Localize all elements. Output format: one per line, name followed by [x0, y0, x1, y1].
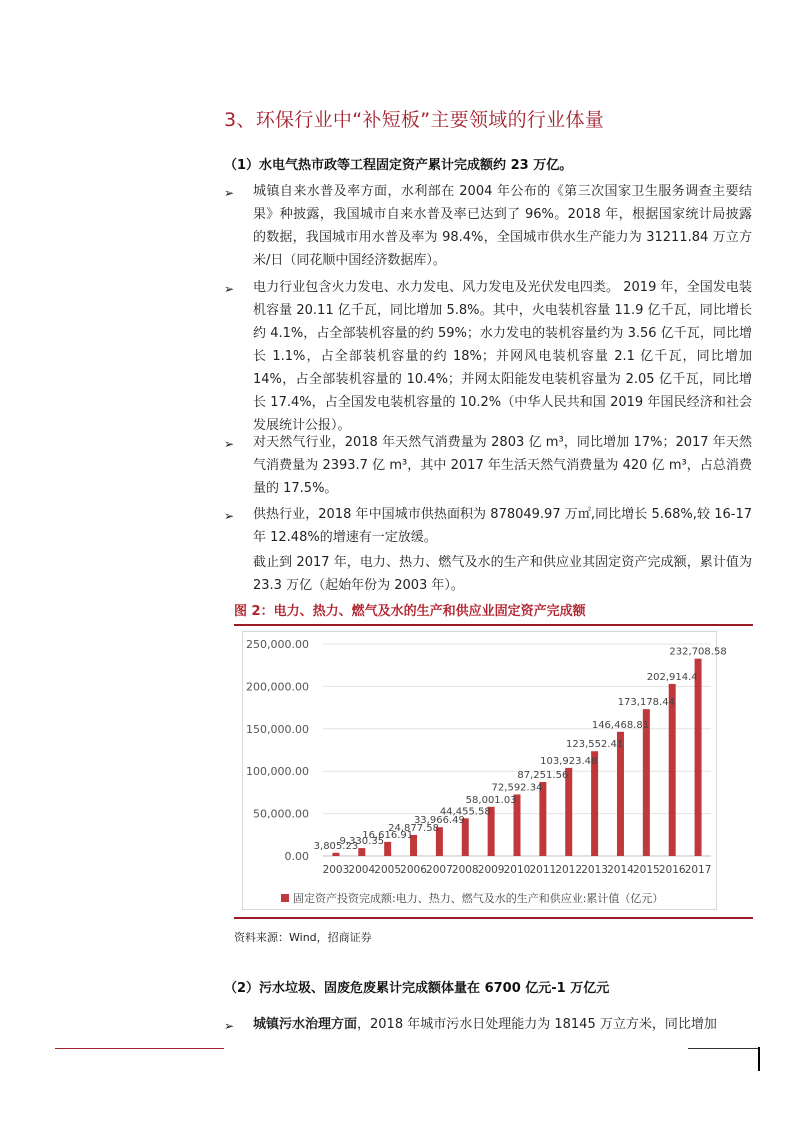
bullet-text: ，2018 年城市污水日处理能力为 18145 万立方米，同比增加	[357, 1017, 717, 1032]
bar-chart-svg	[243, 632, 727, 909]
bar	[643, 709, 650, 856]
data-label: 146,468.81	[591, 719, 650, 731]
x-tick-label: 2011	[529, 864, 557, 876]
x-tick-label: 2015	[632, 864, 660, 876]
bullet-paragraph-heating: 供热行业，2018 年中国城市供热面积为 878049.97 万㎡,同比增长 5.68%,较 16-17 年 12.48%的增速有一定放缓。	[253, 507, 752, 545]
bar	[332, 853, 339, 856]
footer-rule-left	[55, 1048, 224, 1049]
data-label: 72,592.34	[491, 782, 543, 794]
data-label: 3,805.23	[313, 840, 359, 852]
data-label: 33,966.49	[413, 815, 465, 827]
subsection-title-1: （1）水电气热市政等工程固定资产累计完成额约 23 万亿。	[224, 158, 573, 173]
bar	[591, 751, 598, 856]
bullet-arrow-icon: ➢	[224, 1019, 235, 1033]
x-tick-label: 2003	[322, 864, 350, 876]
x-tick-label: 2008	[451, 864, 479, 876]
data-label: 24,877.58	[388, 822, 439, 834]
data-label: 173,178.44	[617, 697, 675, 709]
bullet-paragraph-gas: 对天然气行业，2018 年天然气消费量为 2803 亿 m³，同比增加 17%；2017 年天然气消费量为 2393.7 亿 m³，其中 2017 年生活天然气消费量为 420 亿 m³，占总消费量的 17.5%。	[253, 435, 752, 496]
legend-label: 固定资产投资完成额:电力、热力、燃气及水的生产和供应业:累计值（亿元）	[293, 892, 664, 905]
bullet-arrow-icon: ➢	[224, 282, 235, 296]
footer-page-marker	[758, 1047, 760, 1071]
x-tick-label: 2016	[658, 864, 686, 876]
x-tick-label: 2014	[607, 864, 634, 876]
y-tick-label: 150,000.00	[246, 722, 309, 736]
y-tick-label: 250,000.00	[246, 638, 309, 651]
bullet-paragraph-sewage	[253, 1013, 752, 1036]
bullet-arrow-icon: ➢	[224, 186, 235, 200]
summary-paragraph: 截止到 2017 年，电力、热力、燃气及水的生产和供应业其固定资产完成额，累计值为 23.3 万亿（起始年份为 2003 年）。	[253, 555, 752, 593]
bullet-arrow-icon: ➢	[224, 509, 235, 523]
data-label: 44,455.58	[439, 806, 491, 818]
data-label: 87,251.56	[517, 770, 569, 782]
data-label: 232,708.58	[669, 646, 727, 658]
bar	[669, 684, 676, 856]
data-label: 9,330.35	[339, 836, 385, 848]
x-tick-label: 2013	[581, 864, 608, 876]
y-tick-label: 50,000.00	[253, 807, 309, 821]
x-tick-label: 2012	[555, 864, 583, 876]
y-tick-label: 100,000.00	[246, 765, 309, 779]
section-title: 3、环保行业中“补短板”主要领域的行业体量	[224, 109, 605, 131]
bar	[695, 659, 702, 856]
x-tick-label: 2007	[426, 864, 453, 876]
data-label: 58,001.03	[465, 794, 517, 806]
x-tick-label: 2006	[400, 864, 427, 876]
bar	[617, 732, 624, 856]
x-tick-label: 2004	[348, 864, 376, 876]
y-tick-label: 0.00	[284, 850, 309, 863]
bar	[384, 842, 391, 856]
bar	[565, 768, 572, 856]
subsection-title-2: （2）污水垃圾、固废危废累计完成额体量在 6700 亿元-1 万亿元	[224, 981, 610, 996]
bullet-paragraph-water: 城镇自来水普及率方面，水利部在 2004 年公布的《第三次国家卫生服务调查主要结果》种披露，我国城市自来水普及率已达到了 96%。2018 年，根据国家统计局披露的数据，我国城市用水普及率为 98.4%，全国城市供水生产能力为 31211.84 万立方米/日（同花顺中国经济数据库）。	[253, 184, 752, 268]
bullet-paragraph-power: 电力行业包含火力发电、水力发电、风力发电及光伏发电四类。 2019 年，全国发电装机容量 20.11 亿千瓦，同比增加 5.8%。其中，火电装机容量 11.9 亿千瓦，同比增长约 4.1%，占全部装机容量的约 59%；水力发电的装机容量约为 3.56 亿千瓦，同比增长 1.1%，占全部装机容量的约 18%；并网风电装机容量 2.1 亿千瓦，同比增加 14%，占全部装机容量的 10.4%；并网太阳能发电装机容量为 2.05 亿千瓦，同比增长 17.4%，占全国发电装机容量的 10.2%（中华人民共和国 2019 年国民经济和社会发展统计公报）。	[253, 280, 752, 433]
x-tick-label: 2005	[374, 864, 402, 876]
source-note: 资料来源：Wind，招商证券	[234, 931, 372, 944]
x-tick-label: 2009	[477, 864, 505, 876]
footer-rule-right	[688, 1048, 758, 1049]
x-tick-label: 2010	[503, 864, 531, 876]
data-label: 202,914.4	[646, 671, 698, 683]
legend-swatch	[281, 894, 289, 902]
bar	[358, 848, 365, 856]
data-label: 16,616.91	[362, 829, 414, 841]
figure-title: 图 2：电力、热力、燃气及水的生产和供应业固定资产完成额	[234, 604, 586, 619]
bullet-bold-lead: 城镇污水治理方面	[253, 1017, 358, 1032]
data-label: 103,923.48	[540, 755, 598, 767]
x-tick-label: 2017	[684, 864, 712, 876]
bullet-arrow-icon: ➢	[224, 437, 235, 451]
bar-chart	[242, 631, 727, 910]
data-label: 123,552.41	[565, 739, 624, 751]
y-tick-label: 200,000.00	[246, 680, 309, 694]
